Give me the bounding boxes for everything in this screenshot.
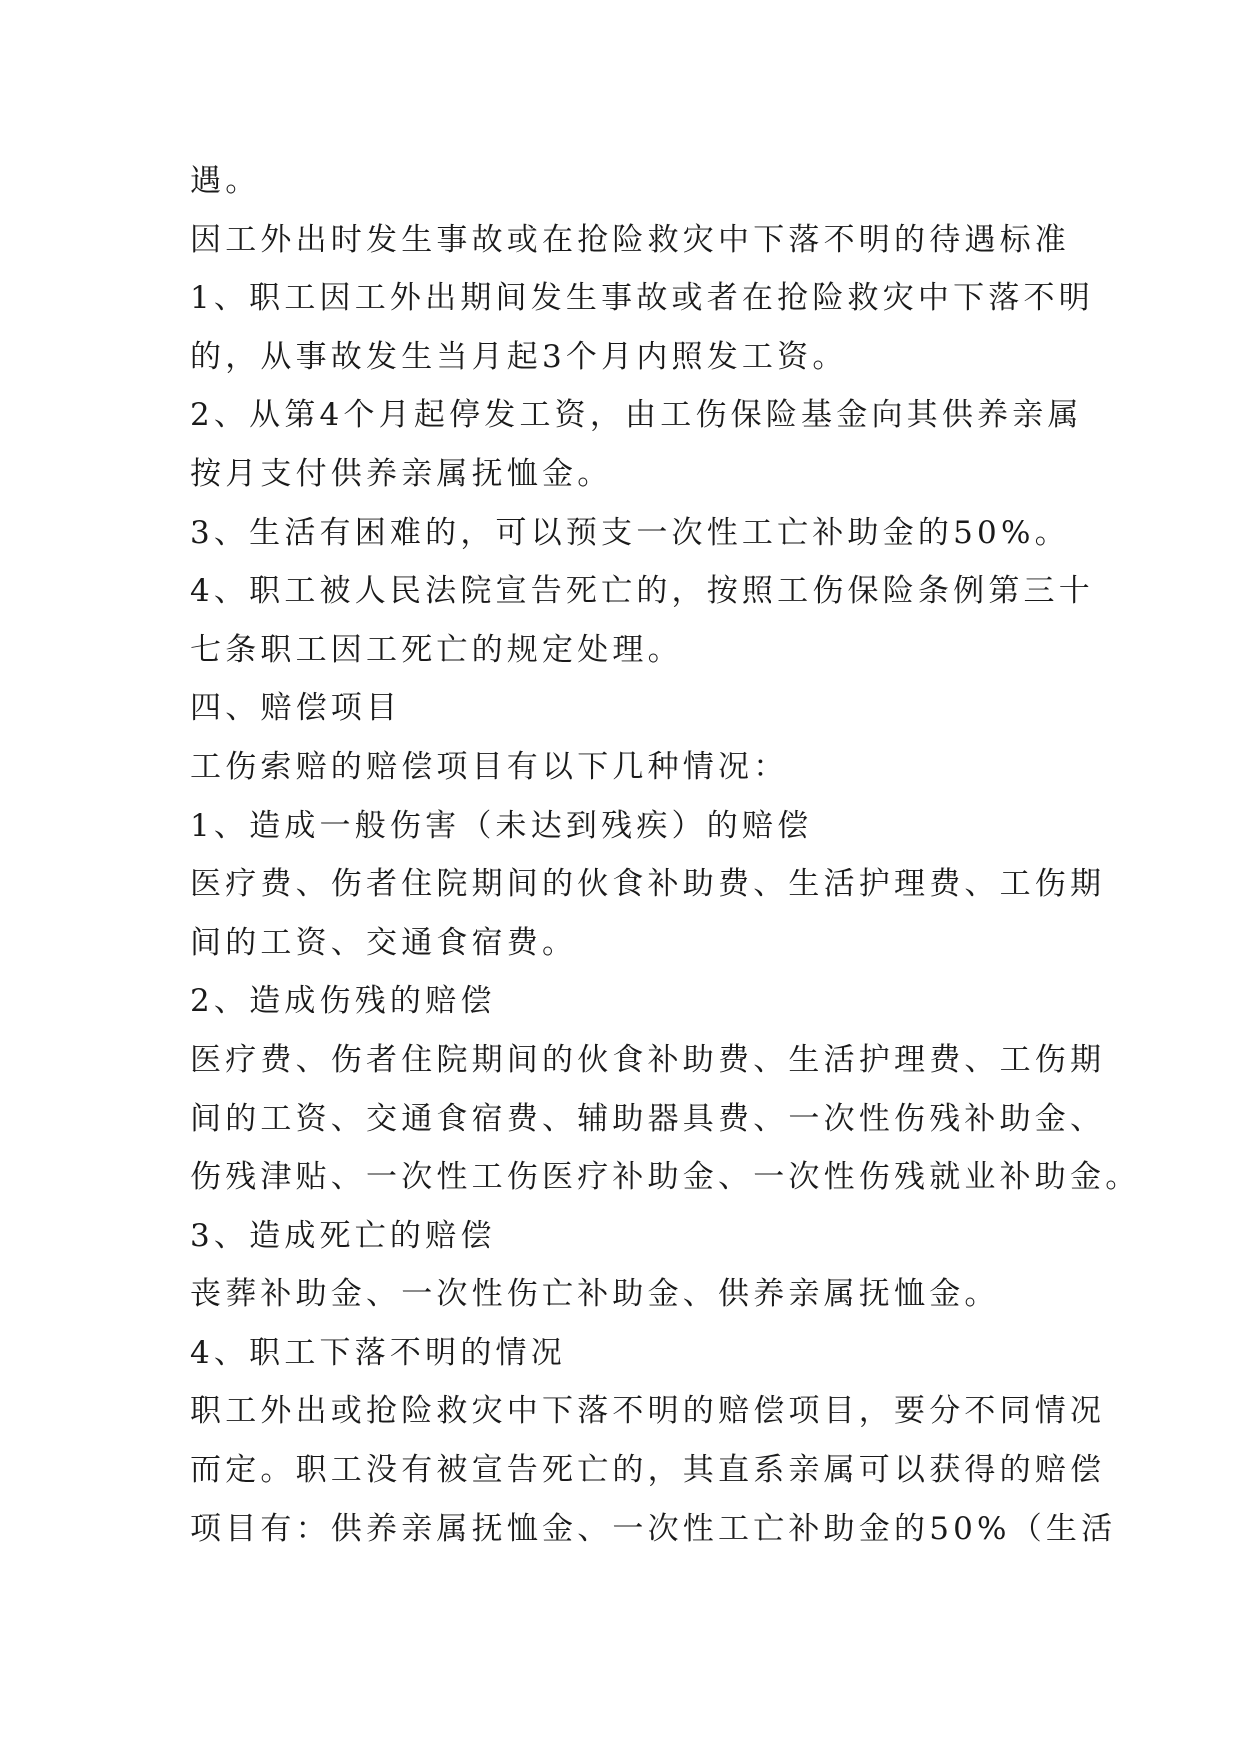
text-line: 的，从事故发生当月起3个月内照发工资。 [190, 338, 848, 375]
text-line: 七条职工因工死亡的规定处理。 [190, 631, 683, 668]
text-line: 间的工资、交通食宿费、辅助器具费、一次性伤残补助金、 [190, 1100, 1106, 1137]
text-line: 伤残津贴、一次性工伤医疗补助金、一次性伤残就业补助金。 [190, 1159, 1141, 1196]
text-line: 2、从第4个月起停发工资，由工伤保险基金向其供养亲属 [190, 397, 1083, 434]
text-line: 而定。职工没有被宣告死亡的，其直系亲属可以获得的赔偿 [190, 1452, 1106, 1489]
text-line: 职工外出或抢险救灾中下落不明的赔偿项目，要分不同情况 [190, 1393, 1106, 1430]
subsection-heading: 3、造成死亡的赔偿 [190, 1217, 496, 1254]
text-line: 4、职工被人民法院宣告死亡的，按照工伤保险条例第三十 [190, 573, 1094, 610]
text-line: 3、生活有困难的，可以预支一次性工亡补助金的50%。 [190, 514, 1070, 551]
text-line: 医疗费、伤者住院期间的伙食补助费、生活护理费、工伤期 [190, 1041, 1106, 1078]
text-line: 工伤索赔的赔偿项目有以下几种情况： [190, 748, 789, 785]
text-line: 项目有：供养亲属抚恤金、一次性工亡补助金的50%（生活 [190, 1510, 1117, 1547]
text-line: 1、职工因工外出期间发生事故或者在抢险救灾中下落不明 [190, 280, 1094, 317]
text-line: 医疗费、伤者住院期间的伙食补助费、生活护理费、工伤期 [190, 866, 1106, 903]
document-body [190, 152, 1141, 1558]
section-heading: 四、赔偿项目 [190, 690, 402, 727]
text-line: 丧葬补助金、一次性伤亡补助金、供养亲属抚恤金。 [190, 1276, 1000, 1313]
text-line: 按月支付供养亲属抚恤金。 [190, 455, 613, 492]
subsection-heading: 1、造成一般伤害（未达到残疾）的赔偿 [190, 807, 813, 844]
text-line: 间的工资、交通食宿费。 [190, 924, 578, 961]
section-heading: 因工外出时发生事故或在抢险救灾中下落不明的待遇标准 [190, 221, 1070, 258]
subsection-heading: 2、造成伤残的赔偿 [190, 983, 496, 1020]
text-line: 遇。 [190, 163, 261, 199]
subsection-heading: 4、职工下落不明的情况 [190, 1334, 566, 1371]
